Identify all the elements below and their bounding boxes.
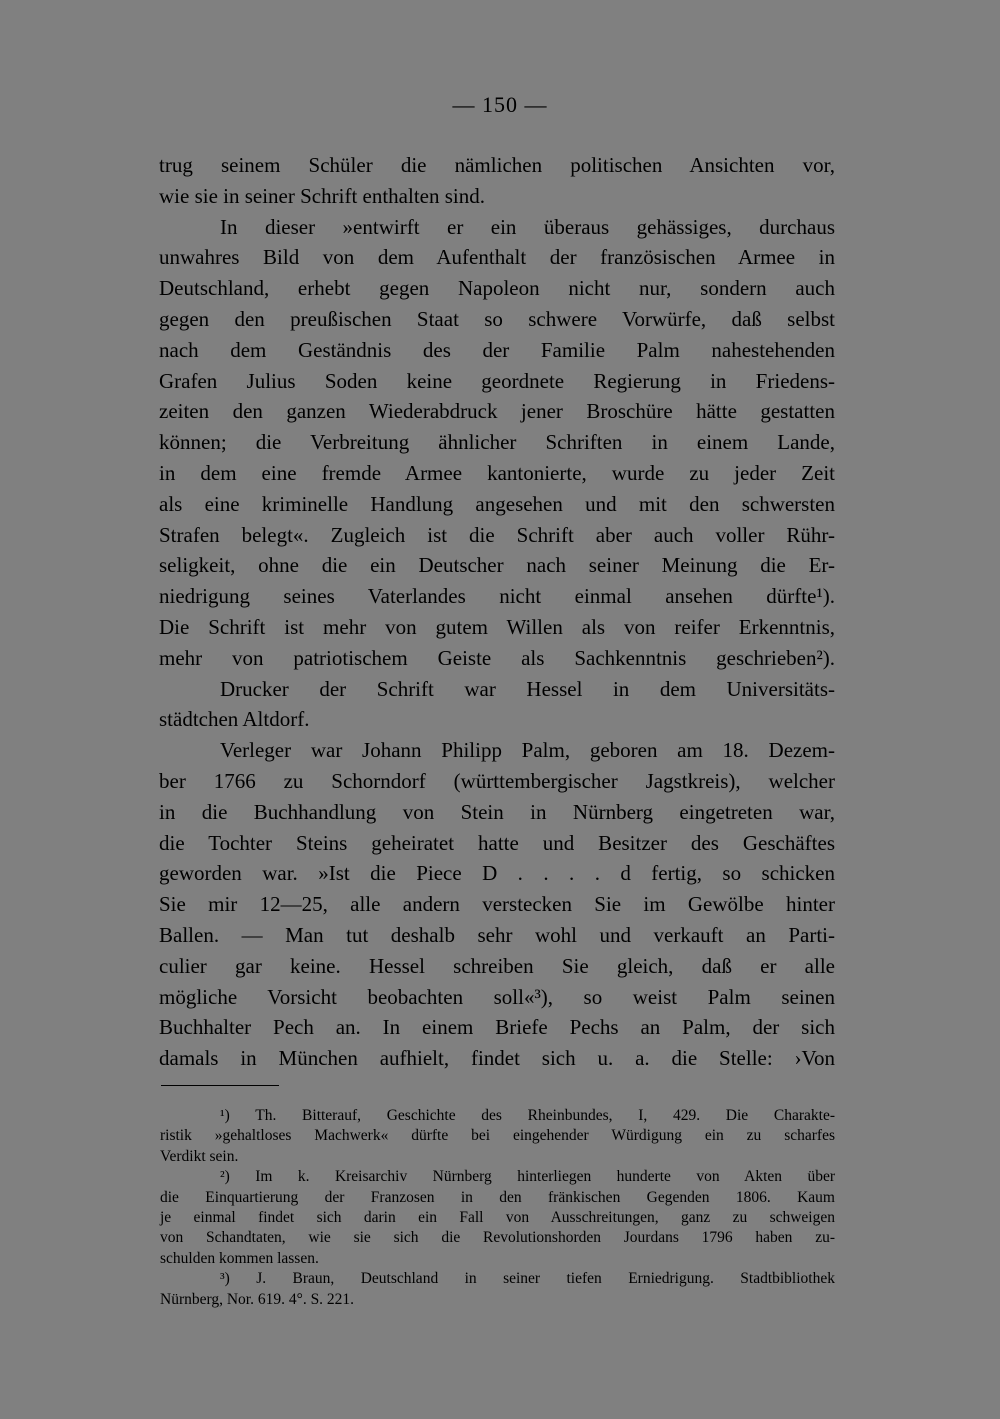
footnote-line: schulden kommen lassen. <box>160 1249 319 1267</box>
text-line: Drucker der Schrift war Hessel in dem Universitäts- <box>220 676 835 701</box>
text-line: In dieser »entwirft er ein überaus gehässiges, durchaus <box>220 214 835 239</box>
footnote-line: die Einquartierung der Franzosen in den fränkischen Gegenden 1806. Kaum <box>160 1188 835 1206</box>
footnote-line: ²) Im k. Kreisarchiv Nürnberg hinterliegen hunderte von Akten über <box>220 1168 835 1186</box>
footnotes <box>160 1106 835 1310</box>
footnote-line: Verdikt sein. <box>160 1147 239 1165</box>
text-line: nach dem Geständnis des der Familie Palm nahestehenden <box>159 337 835 362</box>
text-line: in die Buchhandlung von Stein in Nürnberg eingetreten war, <box>159 799 835 824</box>
text-line: können; die Verbreitung ähnlicher Schriften in einem Lande, <box>159 430 835 455</box>
footnote-line: ristik »gehaltloses Machwerk« dürfte bei eingehender Würdigung ein zu scharfes <box>160 1127 835 1145</box>
text-line: städtchen Altdorf. <box>159 707 310 732</box>
footnote-line: ³) J. Braun, Deutschland in seiner tiefen Erniedrigung. Stadtbibliothek <box>220 1270 835 1288</box>
text-line: Deutschland, erhebt gegen Napoleon nicht nur, sondern auch <box>159 276 835 301</box>
text-line: trug seinem Schüler die nämlichen politischen Ansichten vor, <box>159 153 835 177</box>
text-line: wie sie in seiner Schrift enthalten sind. <box>159 183 486 208</box>
footnote-divider <box>161 1085 279 1086</box>
text-line: culier gar keine. Hessel schreiben Sie gleich, daß er alle <box>159 953 835 978</box>
text-line: gegen den preußischen Staat so schwere Vorwürfe, daß selbst <box>159 306 835 331</box>
body-text <box>159 150 835 1074</box>
text-line: Ballen. — Man tut deshalb sehr wohl und verkauft an Parti- <box>159 922 835 947</box>
text-line: Sie mir 12—25, alle andern verstecken Sie im Gewölbe hinter <box>159 892 835 917</box>
text-line: niedrigung seines Vaterlandes nicht einmal ansehen dürfte¹). <box>159 584 835 609</box>
text-line: unwahres Bild von dem Aufenthalt der französischen Armee in <box>159 245 835 270</box>
footnote-line: von Schandtaten, wie sie sich die Revolutionshorden Jourdans 1796 haben zu- <box>160 1229 835 1247</box>
page-number: — 150 — <box>452 92 548 117</box>
text-line: mögliche Vorsicht beobachten soll«³), so weist Palm seinen <box>159 984 835 1009</box>
text-line: Grafen Julius Soden keine geordnete Regierung in Friedens- <box>159 368 835 393</box>
footnote-line: je einmal findet sich darin ein Fall von Ausschreitungen, ganz zu schweigen <box>160 1208 835 1226</box>
text-line: Verleger war Johann Philipp Palm, geboren am 18. Dezem- <box>220 738 835 763</box>
text-line: seligkeit, ohne die ein Deutscher nach seiner Meinung die Er- <box>159 553 835 578</box>
text-line: geworden war. »Ist die Piece D . . . . d fertig, so schicken <box>159 861 835 886</box>
text-line: Die Schrift ist mehr von gutem Willen als von reifer Erkenntnis, <box>159 614 835 639</box>
text-line: zeiten den ganzen Wiederabdruck jener Broschüre hätte gestatten <box>159 399 835 424</box>
text-line: Buchhalter Pech an. In einem Briefe Pechs an Palm, der sich <box>159 1015 835 1040</box>
text-line: mehr von patriotischem Geiste als Sachkenntnis geschrieben²). <box>159 645 835 670</box>
text-line: als eine kriminelle Handlung angesehen und mit den schwersten <box>159 491 835 516</box>
text-line: Strafen belegt«. Zugleich ist die Schrift aber auch voller Rühr- <box>159 522 835 547</box>
text-line: die Tochter Steins geheiratet hatte und Besitzer des Geschäftes <box>159 830 835 855</box>
footnote-line: Nürnberg, Nor. 619. 4°. S. 221. <box>160 1290 355 1308</box>
text-line: ber 1766 zu Schorndorf (württembergischer Jagstkreis), welcher <box>159 768 835 793</box>
text-line: damals in München aufhielt, findet sich u. a. die Stelle: ›Von <box>159 1046 835 1071</box>
text-line: in dem eine fremde Armee kantonierte, wurde zu jeder Zeit <box>159 460 835 485</box>
footnote-line: ¹) Th. Bitterauf, Geschichte des Rheinbundes, I, 429. Die Charakte- <box>220 1107 835 1124</box>
